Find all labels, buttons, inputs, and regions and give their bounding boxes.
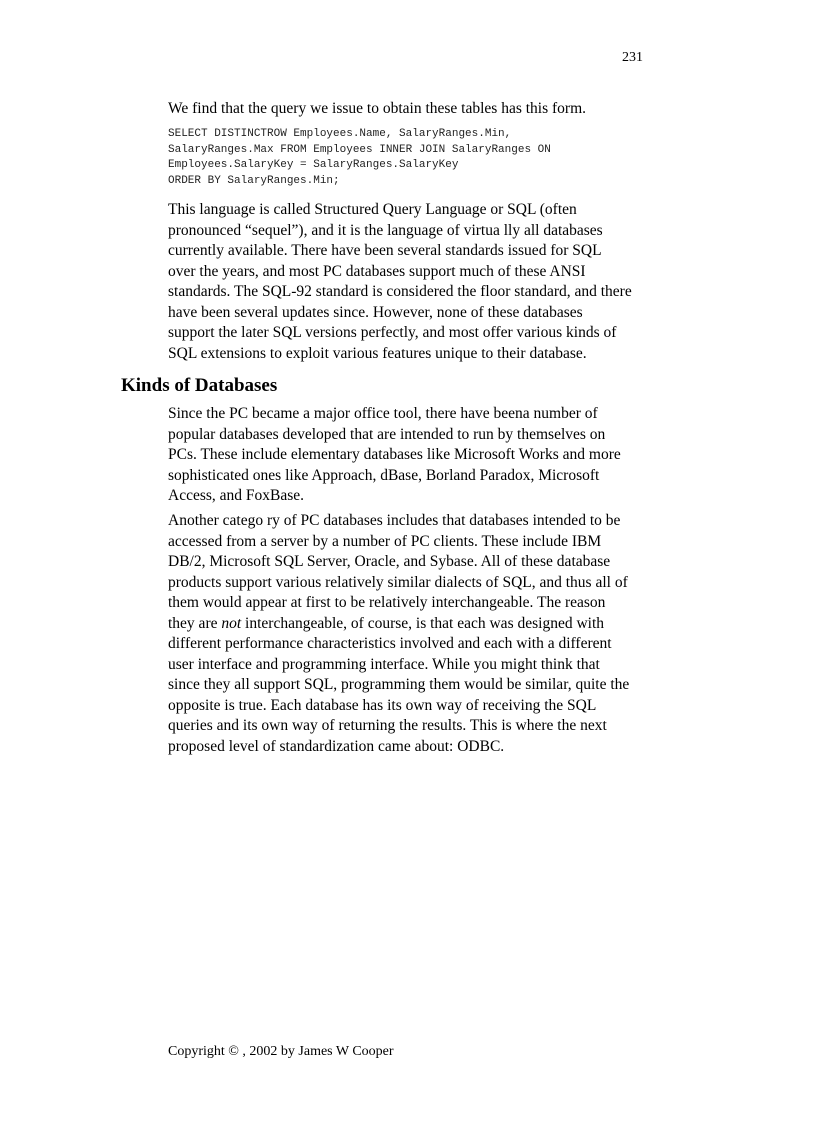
paragraph-line: opposite is true. Each database has its own way of receiving the SQL (168, 696, 597, 714)
paragraph-line: sophisticated ones like Approach, dBase, Borland Paradox, Microsoft (168, 466, 600, 484)
paragraph-line: standards. The SQL-92 standard is considered the floor standard, and there (168, 283, 632, 300)
emphasis-before: they are (168, 614, 222, 632)
paragraph-line: different performance characteristics involved and each with a different (168, 635, 612, 652)
paragraph-line: them would appear at first to be relatively interchangeable. The reason (168, 594, 606, 611)
paragraph-line: Another catego ry of PC databases includes that databases intended to be (168, 512, 621, 529)
paragraph-line: have been several updates since. However, none of these databases (168, 303, 583, 321)
paragraph-line: queries and its own way of returning the results. This is where the next (168, 717, 607, 734)
code-line: SELECT DISTINCTROW Employees.Name, SalaryRanges.Min, (168, 128, 512, 140)
paragraph-line: proposed level of standardization came about: ODBC. (168, 737, 505, 755)
paragraph-line: popular databases developed that are intended to run by themselves on (168, 425, 606, 443)
paragraph-line: DB/2, Microsoft SQL Server, Oracle, and Sybase. All of these database (168, 553, 611, 570)
code-line: Employees.SalaryKey = SalaryRanges.SalaryKey (168, 159, 459, 172)
paragraph-line: Access, and FoxBase. (168, 487, 305, 504)
sql-description-paragraph (168, 200, 658, 364)
emphasis-after: interchangeable, of course, is that each was designed with (241, 614, 604, 632)
paragraph-line: PCs. These include elementary databases like Microsoft Works and more (168, 446, 621, 463)
kinds-paragraph-2 (168, 511, 658, 757)
sql-code-block (168, 127, 551, 190)
paragraph-line: since they all support SQL, programming them would be similar, quite the (168, 676, 630, 693)
emphasis-word: not (221, 614, 242, 632)
paragraph-line: support the later SQL versions perfectly, and most offer various kinds of (168, 324, 617, 341)
paragraph-line: over the years, and most PC databases support much of these ANSI (168, 262, 586, 280)
intro-paragraph: We find that the query we issue to obtain these tables has this form. (168, 100, 587, 117)
paragraph-line: products support various relatively similar dialects of SQL, and thus all of (168, 573, 628, 591)
paragraph-line: SQL extensions to exploit various features unique to their database. (168, 344, 587, 362)
copyright-footer: Copyright © , 2002 by James W Cooper (168, 1044, 394, 1059)
paragraph-line: pronounced “sequel”), and it is the language of virtua lly all databases (168, 221, 603, 239)
section-heading: Kinds of Databases (121, 375, 278, 396)
page-number: 231 (622, 50, 643, 65)
paragraph-line: accessed from a server by a number of PC clients. These include IBM (168, 532, 602, 550)
code-line: SalaryRanges.Max FROM Employees INNER JOIN SalaryRanges ON (168, 143, 551, 156)
code-line: ORDER BY SalaryRanges.Min; (168, 175, 340, 188)
paragraph-line: This language is called Structured Query Language or SQL (often (168, 201, 577, 218)
paragraph-line-with-emphasis (168, 614, 658, 635)
paragraph-line: Since the PC became a major office tool, there have beena number of (168, 405, 598, 422)
paragraph-line: user interface and programming interface. While you might think that (168, 655, 600, 673)
paragraph-line: currently available. There have been several standards issued for SQL (168, 242, 602, 259)
kinds-paragraph-1 (168, 404, 658, 507)
